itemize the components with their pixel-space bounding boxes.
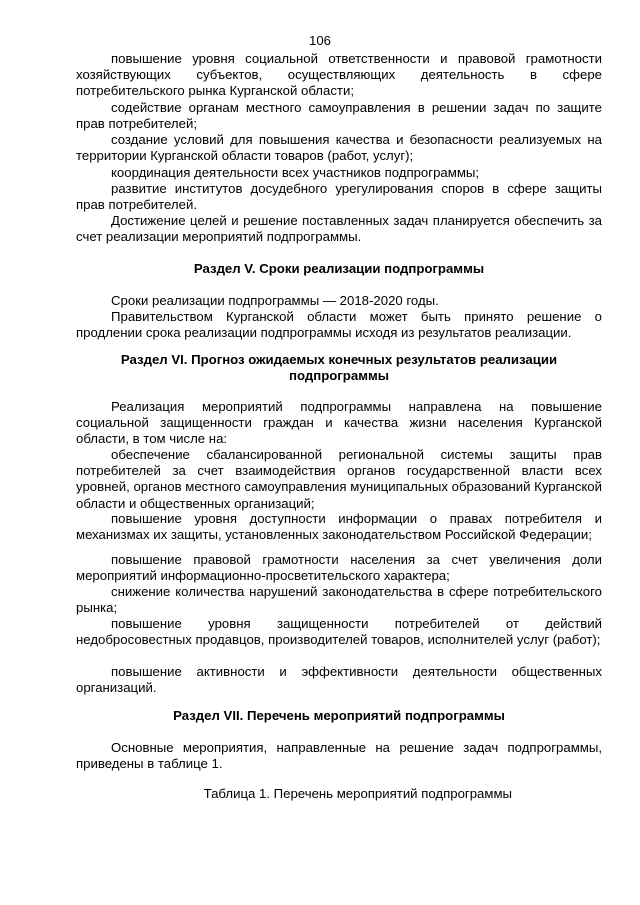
paragraph: повышение активности и эффективности деятельности общественных организаций. [76,664,602,696]
paragraph: Основные мероприятия, направленные на решение задач подпрограммы, приведены в таблице 1. [76,740,602,772]
paragraph: содействие органам местного самоуправления в решении задач по защите прав потребителей; [76,100,602,132]
paragraph: повышение уровня доступности информации о правах потребителя и механизмах их защиты, установленных законодательством Российской Федерации; [76,511,602,543]
paragraph: повышение уровня социальной ответственности и правовой грамотности хозяйствующих субъектов, осуществляющих деятельность в сфере потребительского рынка Курганской области; [76,51,602,99]
paragraph: Правительством Курганской области может быть принято решение о продлении срока реализации подпрограммы исходя из результатов реализации. [76,309,602,341]
section-heading: Раздел V. Сроки реализации подпрограммы [193,261,485,276]
paragraph: координация деятельности всех участников подпрограммы; [111,165,480,180]
paragraph: Реализация мероприятий подпрограммы направлена на повышение социальной защищенности граждан и качества жизни населения Курганской области, в том числе на: [76,399,602,447]
paragraph: обеспечение сбалансированной региональной системы защиты прав потребителей за счет взаимодействия органов государственной власти всех уровней, органов местного самоуправления муниципальных образований Курганской области и общественных организаций; [76,447,602,511]
paragraph: развитие институтов досудебного урегулирования споров в сфере защиты прав потребителей. [76,181,602,213]
section-heading: Раздел VII. Перечень мероприятий подпрограммы [173,708,505,723]
section-heading [76,352,602,384]
paragraph: повышение уровня защищенности потребителей от действий недобросовестных продавцов, производителей товаров, исполнителей услуг (работ); [76,616,602,648]
section-heading-line: подпрограммы [289,368,389,384]
paragraph: Сроки реализации подпрограммы — 2018-2020 годы. [111,293,439,308]
paragraph: создание условий для повышения качества и безопасности реализуемых на территории Курганской области товаров (работ, услуг); [76,132,602,164]
paragraph: снижение количества нарушений законодательства в сфере потребительского рынка; [76,584,602,616]
section-heading-line: Раздел VI. Прогноз ожидаемых конечных результатов реализации [120,352,558,367]
page-number: 106 [308,33,331,48]
paragraph: Достижение целей и решение поставленных задач планируется обеспечить за счет реализации мероприятий подпрограммы. [76,213,602,245]
table-caption: Таблица 1. Перечень мероприятий подпрограммы [203,786,512,801]
paragraph: повышение правовой грамотности населения за счет увеличения доли мероприятий информационно-просветительского характера; [76,552,602,584]
